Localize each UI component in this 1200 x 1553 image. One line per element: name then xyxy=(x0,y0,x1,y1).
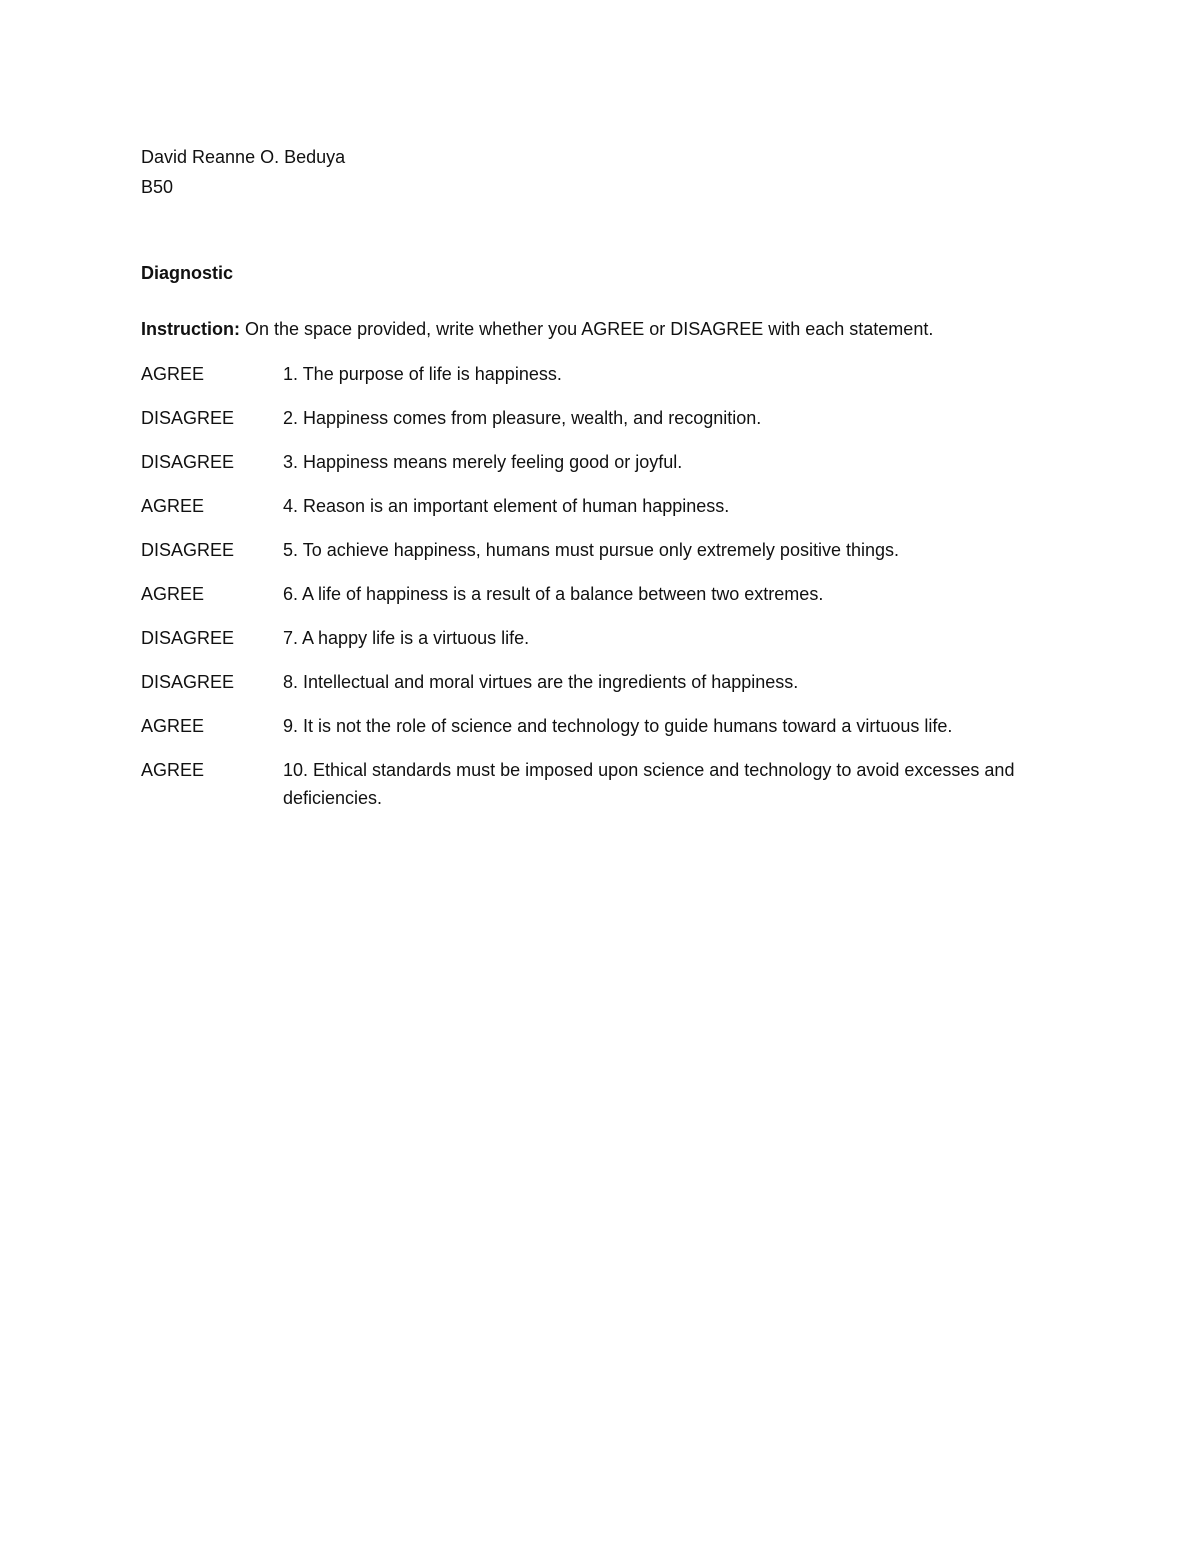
list-item xyxy=(141,407,1061,451)
list-item xyxy=(141,539,1061,583)
answer-text: DISAGREE xyxy=(141,672,235,692)
statement-text: 7. A happy life is a virtuous life. xyxy=(283,628,530,648)
list-item xyxy=(141,715,1061,759)
answer-text: DISAGREE xyxy=(141,628,235,648)
answer-text: DISAGREE xyxy=(141,452,235,472)
student-section: B50 xyxy=(141,177,174,197)
student-name: David Reanne O. Beduya xyxy=(141,147,346,167)
list-item xyxy=(141,363,1061,407)
answer-text: AGREE xyxy=(141,760,205,780)
statement-text: 8. Intellectual and moral virtues are the ingredients of happiness. xyxy=(283,672,799,692)
list-item xyxy=(141,451,1061,495)
list-item xyxy=(141,495,1061,539)
answer-text: DISAGREE xyxy=(141,540,235,560)
statement-text: 6. A life of happiness is a result of a balance between two extremes. xyxy=(283,584,824,604)
statement-list xyxy=(141,363,1061,815)
list-item xyxy=(141,583,1061,627)
list-item xyxy=(141,759,1061,815)
statement-text: 2. Happiness comes from pleasure, wealth, and recognition. xyxy=(283,408,762,428)
answer-text: DISAGREE xyxy=(141,408,235,428)
answer-text: AGREE xyxy=(141,364,205,384)
statement-text: 10. Ethical standards must be imposed upon science and technology to avoid excesses and deficiencies. xyxy=(283,760,1015,808)
answer-text: AGREE xyxy=(141,496,205,516)
instruction-label: Instruction: xyxy=(141,319,240,339)
statement-text: 4. Reason is an important element of human happiness. xyxy=(283,496,730,516)
list-item xyxy=(141,627,1061,671)
instruction xyxy=(141,318,933,340)
statement-text: 1. The purpose of life is happiness. xyxy=(283,364,562,384)
page-title: Diagnostic xyxy=(141,263,234,283)
answer-text: AGREE xyxy=(141,716,205,736)
statement-text: 5. To achieve happiness, humans must pursue only extremely positive things. xyxy=(283,540,899,560)
statement-text: 9. It is not the role of science and technology to guide humans toward a virtuous life. xyxy=(283,716,953,736)
list-item xyxy=(141,671,1061,715)
statement-text: 3. Happiness means merely feeling good or joyful. xyxy=(283,452,683,472)
answer-text: AGREE xyxy=(141,584,205,604)
instruction-text: On the space provided, write whether you AGREE or DISAGREE with each statement. xyxy=(240,319,934,339)
